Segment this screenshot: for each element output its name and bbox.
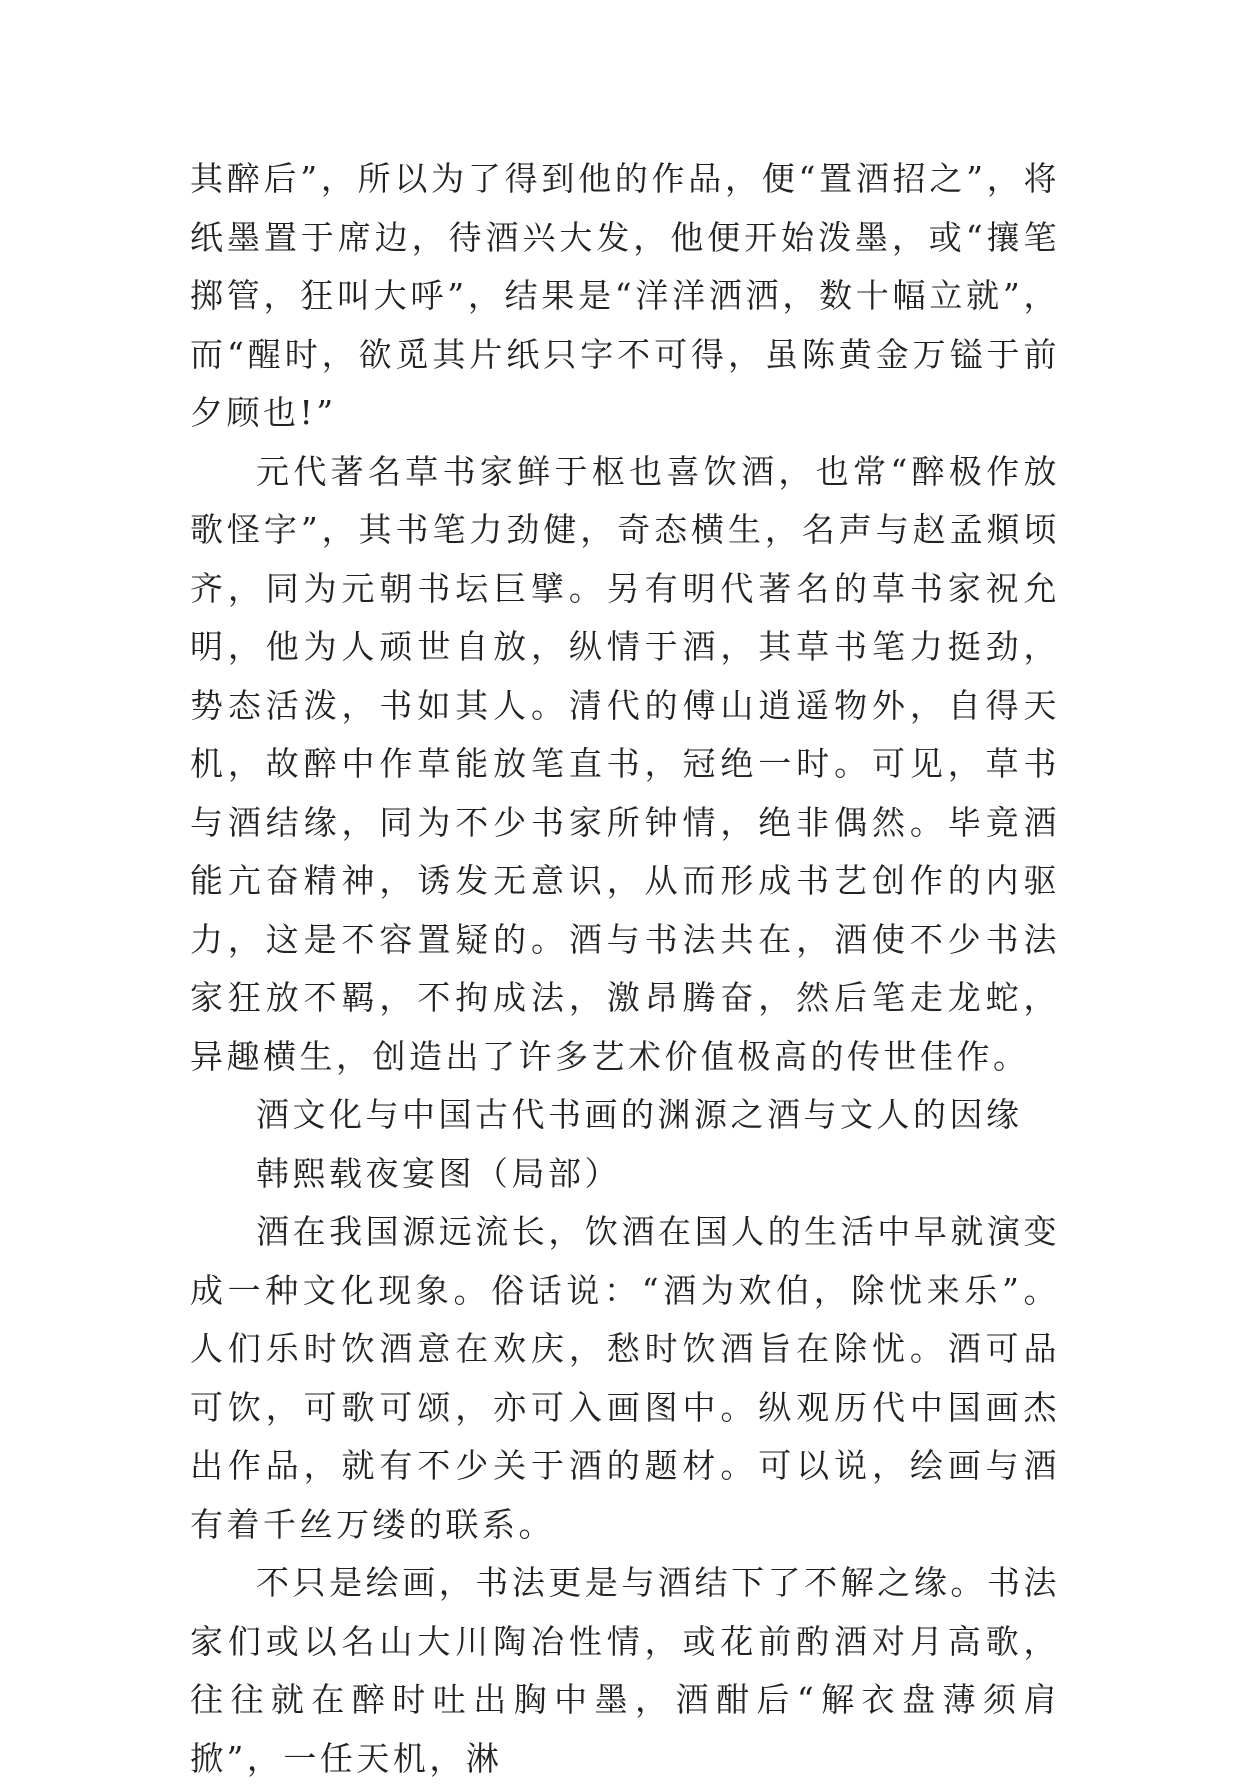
image-caption: 韩熙载夜宴图（局部） bbox=[256, 1153, 621, 1193]
paragraph-calligraphers: 元代著名草书家鲜于枢也喜饮酒，也常“醉极作放歌怪字”，其书笔力劲健，奇态横生，名声与赵孟頫顷齐，同为元朝书坛巨擘。另有明代著名的草书家祝允明，他为人顽世自放，纵情于酒，其草书笔力挺劲，势态活泼，书如其人。清代的傅山逍遥物外，自得天机，故醉中作草能放笔直书，冠绝一时。可见，草书与酒结缘，同为不少书家所钟情，绝非偶然。毕竟酒能亢奋精神，诱发无意识，从而形成书艺创作的内驱力，这是不容置疑的。酒与书法共在，酒使不少书法家狂放不羁，不拘成法，激昂腾奋，然后笔走龙蛇，异趣横生，创造出了许多艺术价值极高的传世佳作。 bbox=[190, 451, 1060, 1076]
paragraph-continuation: 其醉后”，所以为了得到他的作品，便“置酒招之”，将纸墨置于席边，待酒兴大发，他便开始泼墨，或“攘笔掷管，狂叫大呼”，结果是“洋洋洒洒，数十幅立就”，而“醒时，欲觅其片纸只字不可得，虽陈黄金万镒于前夕顾也!” bbox=[190, 159, 1060, 432]
paragraph-calligraphy-wine: 不只是绘画，书法更是与酒结下了不解之缘。书法家们或以名山大川陶冶性情，或花前酌酒对月高歌，往往就在醉时吐出胸中墨，酒酣后“解衣盘薄须肩掀”，一任天机，淋 bbox=[190, 1563, 1060, 1778]
body-text bbox=[190, 150, 1060, 1788]
paragraph-wine-culture: 酒在我国源远流长，饮酒在国人的生活中早就演变成一种文化现象。俗话说：“酒为欢伯，除忧来乐”。人们乐时饮酒意在欢庆，愁时饮酒旨在除忧。酒可品可饮，可歌可颂，亦可入画图中。纵观历代中国画杰出作品，就有不少关于酒的题材。可以说，绘画与酒有着千丝万缕的联系。 bbox=[190, 1212, 1060, 1544]
section-heading: 酒文化与中国古代书画的渊源之酒与文人的因缘 bbox=[256, 1095, 1023, 1134]
